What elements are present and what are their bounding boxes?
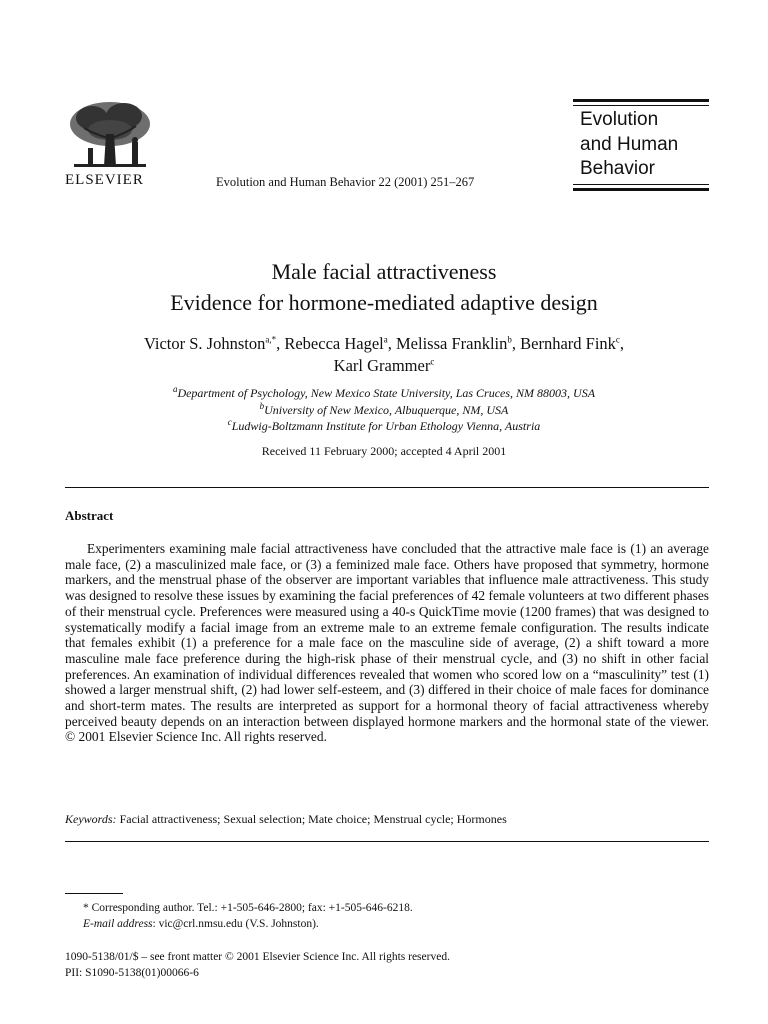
journal-brand-box xyxy=(573,99,709,191)
author-sup: c xyxy=(615,334,620,345)
author-name: Victor S. Johnston xyxy=(143,334,266,353)
author-sup: a xyxy=(383,334,388,345)
divider-bottom xyxy=(65,841,709,842)
keywords-text: Facial attractiveness; Sexual selection; Mate choice; Menstrual cycle; Hormones xyxy=(119,812,507,826)
author-name: Melissa Franklin xyxy=(396,334,508,353)
author-list: Victor S. Johnston$^{a,*}$, Rebecca Hagel$^a$, Melissa Franklin$^b$, Bernhard Fink$^c$, Karl Grammer$^c$ xyxy=(143,334,625,375)
affiliation-item: $^c$Ludwig-Boltzmann Institute for Urban Ethology Vienna, Austria xyxy=(227,417,541,433)
divider-top xyxy=(65,487,709,488)
abstract-text: Experimenters examining male facial attractiveness have concluded that the attractive male face is (1) an average male face, (2) a masculinized male face, or (3) a feminized male face. Others have proposed that symmetry, hormone markers, and the menstrual phase of the observer are important variables that influence male attractiveness. This study was designed to resolve these issues by examining the facial preferences of 42 female volunteers at two different phases of their menstrual cycle. Preferences were measured using a 40-s QuickTime movie (1200 frames) that was designed to systematically modify a facial image from an extreme male to an extreme female configuration. The results indicate that females exhibit (1) a preference for a male face on the masculine side of average, (2) a shift toward a more masculine male face preference during the high-risk phase of their menstrual cycle, and (3) no shift in other facial preferences. An examination of individual differences revealed that women who scored low on a “masculinity” test (1) showed a larger menstrual shift, (2) had lower self-esteem, and (3) differed in their choice of male faces for dominance and short-term mates. The results are interpreted as support for a hormonal theory of facial attractiveness whereby perceived beauty depends on an interaction between displayed hormone markers and the hormonal state of the viewer. © 2001 Elsevier Science Inc. All rights reserved. xyxy=(65,541,709,745)
keywords-line xyxy=(65,812,507,827)
email-address: : vic@crl.nmsu.edu (V.S. Johnston). xyxy=(152,918,319,930)
author-name: Rebecca Hagel xyxy=(284,334,384,353)
journal-brand-line: Behavior xyxy=(580,158,655,179)
author-name: Bernhard Fink xyxy=(520,334,616,353)
article-title-line1: Male facial attractiveness xyxy=(271,259,497,284)
pii-line: PII: S1090-5138(01)00066-6 xyxy=(65,966,199,979)
affiliation-item: $^b$University of New Mexico, Albuquerque, NM, USA xyxy=(259,400,509,417)
footnote-rule xyxy=(65,893,123,894)
received-dates: Received 11 February 2000; accepted 4 April 2001 xyxy=(261,444,507,458)
journal-citation: Evolution and Human Behavior 22 (2001) 251–267 xyxy=(216,175,475,189)
affiliation-item: $^a$Department of Psychology, New Mexico State University, Las Cruces, NM 88003, USA xyxy=(172,384,596,400)
article-title-line2: Evidence for hormone-mediated adaptive design xyxy=(170,290,598,315)
elsevier-tree-logo xyxy=(62,98,158,172)
author-sup: c xyxy=(430,356,435,367)
author-sup: a,* xyxy=(265,334,277,345)
copyright-line: 1090-5138/01/$ – see front matter © 2001 Elsevier Science Inc. All rights reserved. xyxy=(65,951,450,963)
affiliation-list xyxy=(0,385,768,435)
abstract-heading: Abstract xyxy=(65,508,114,523)
author-sup: b xyxy=(507,334,512,345)
journal-brand-text xyxy=(580,108,678,182)
corresponding-author: * Corresponding author. Tel.: +1-505-646-2800; fax: +1-505-646-6218. xyxy=(83,902,413,914)
keywords-label: Keywords: xyxy=(65,812,117,826)
publisher-name: ELSEVIER xyxy=(65,172,144,188)
author-name: Karl Grammer xyxy=(333,356,431,375)
footnote xyxy=(83,900,413,932)
email-label: E-mail address xyxy=(83,918,153,930)
journal-brand-line: and Human xyxy=(580,133,679,155)
copyright-block xyxy=(65,950,450,981)
journal-brand-line: Evolution xyxy=(580,109,659,130)
